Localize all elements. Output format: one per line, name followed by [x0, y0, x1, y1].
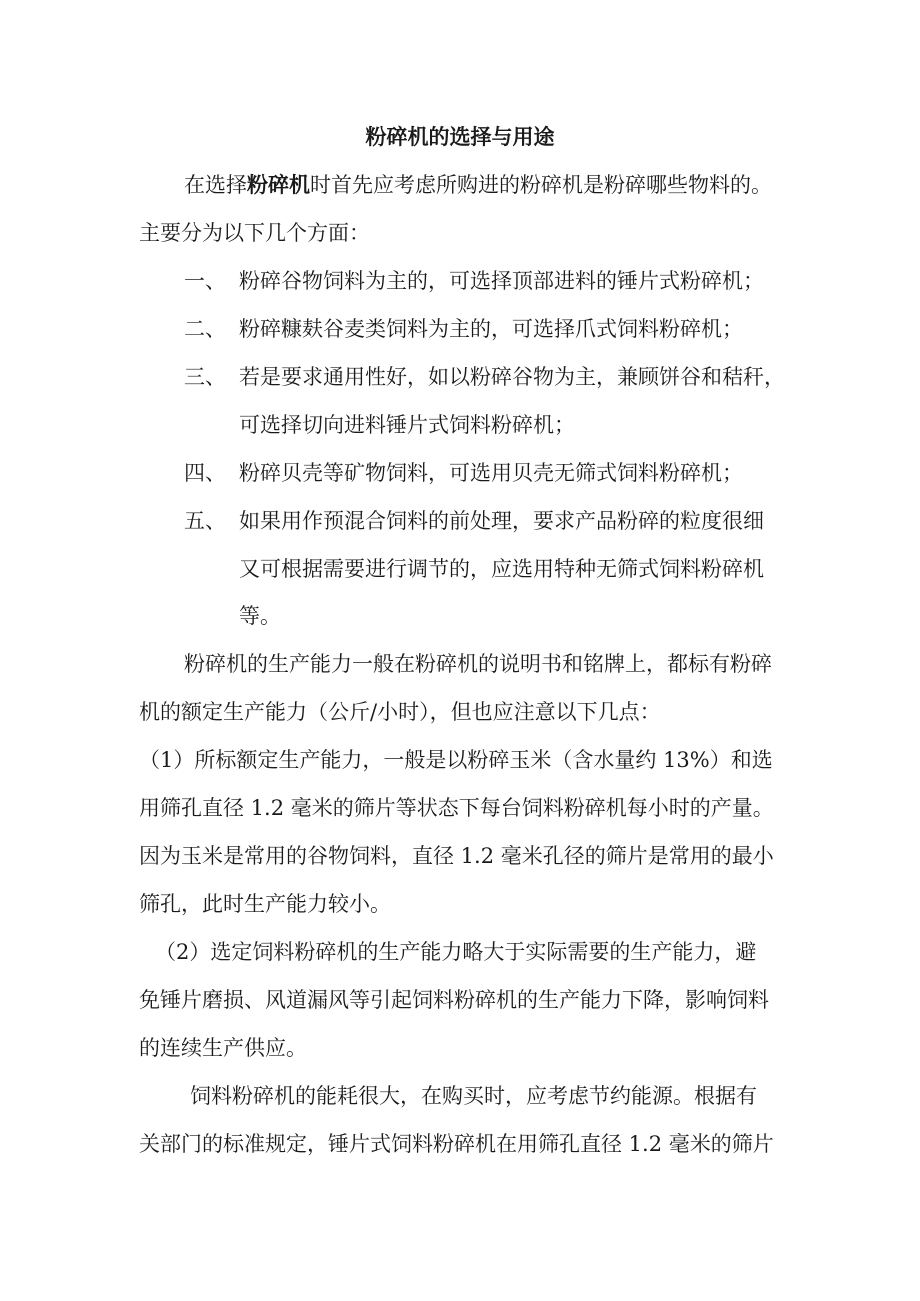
list-item-5-line-2: 又可根据需要进行调节的，应选用特种无筛式饲料粉碎机: [239, 557, 764, 581]
capacity-line-1: 粉碎机的生产能力一般在粉碎机的说明书和铭牌上，都标有粉碎: [184, 652, 772, 676]
energy-line-2: 关部门的标准规定，锤片式饲料粉碎机在用筛孔直径 1.2 毫米的筛片: [139, 1132, 774, 1156]
list-number-3: 三、: [184, 365, 226, 389]
intro-keyword: 粉碎机: [247, 172, 310, 197]
energy-line-1: 饲料粉碎机的能耗很大，在购买时，应考虑节约能源。根据有: [190, 1084, 757, 1108]
point-2-line-2: 免锤片磨损、风道漏风等引起饲料粉碎机的生产能力下降，影响饲料: [139, 988, 769, 1012]
list-number-1: 一、: [184, 269, 226, 293]
intro-line-1: [184, 170, 772, 200]
point-1-line-2: 用筛孔直径 1.2 毫米的筛片等状态下每台饲料粉碎机每小时的产量。: [139, 796, 774, 820]
intro-text-after: 时首先应考虑所购进的粉碎机是粉碎哪些物料的。: [310, 173, 772, 197]
list-item-5-line-1: 如果用作预混合饲料的前处理，要求产品粉碎的粒度很细: [239, 509, 764, 533]
list-item-1-line-1: 粉碎谷物饲料为主的，可选择顶部进料的锤片式粉碎机；: [239, 269, 764, 293]
list-item-2-line-1: 粉碎糠麸谷麦类饲料为主的，可选择爪式饲料粉碎机；: [239, 317, 743, 341]
list-item-4-line-1: 粉碎贝壳等矿物饲料，可选用贝壳无筛式饲料粉碎机；: [239, 461, 743, 485]
document-title: 粉碎机的选择与用途: [365, 124, 555, 149]
list-number-5: 五、: [184, 509, 226, 533]
list-item-3-line-2: 可选择切向进料锤片式饲料粉碎机；: [239, 413, 575, 437]
list-number-4: 四、: [184, 461, 226, 485]
capacity-line-2: 机的额定生产能力（公斤/小时），但也应注意以下几点：: [139, 700, 661, 724]
intro-text-before: 在选择: [184, 173, 247, 197]
point-2-line-3: 的连续生产供应。: [139, 1036, 307, 1060]
point-1-line-1: （1）所标额定生产能力，一般是以粉碎玉米（含水量约 13%）和选: [139, 748, 773, 772]
list-item-5-line-3: 等。: [239, 604, 281, 628]
list-number-2: 二、: [184, 317, 226, 341]
point-1-line-4: 筛孔，此时生产能力较小。: [139, 892, 391, 916]
list-item-3-line-1: 若是要求通用性好，如以粉碎谷物为主，兼顾饼谷和秸秆，: [239, 365, 785, 389]
intro-line-2: 主要分为以下几个方面：: [139, 221, 370, 245]
point-2-line-1: （2）选定饲料粉碎机的生产能力略大于实际需要的生产能力，避: [155, 940, 757, 964]
point-1-line-3: 因为玉米是常用的谷物饲料，直径 1.2 毫米孔径的筛片是常用的最小: [139, 844, 774, 868]
